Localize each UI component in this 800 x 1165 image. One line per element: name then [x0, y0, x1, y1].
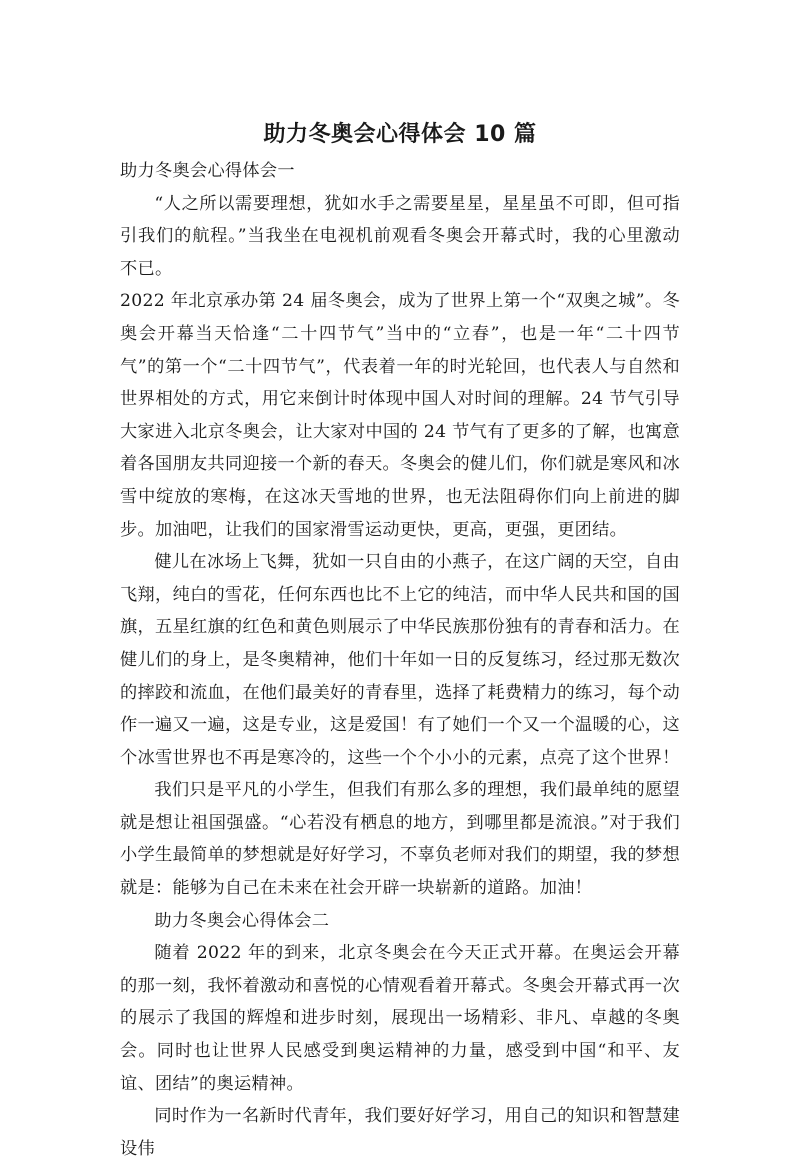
document-body: [120, 155, 680, 1165]
paragraph: 我们只是平凡的小学生，但我们有那么多的理想，我们最单纯的愿望就是想让祖国强盛。“心若没有栖息的地方，到哪里都是流浪。”对于我们小学生最简单的梦想就是好好学习，不辜负老师对我们的期望，我的梦想就是：能够为自己在未来在社会开辟一块崭新的道路。加油！: [120, 780, 680, 899]
section-heading-2: 助力冬奥会心得体会二: [154, 910, 330, 931]
paragraph: 同时作为一名新时代青年，我们要好好学习，用自己的知识和智慧建设伟: [120, 1106, 680, 1159]
paragraph: 2022 年北京承办第 24 届冬奥会，成为了世界上第一个“双奥之城”。冬奥会开幕当天恰逢“二十四节气”当中的“立春”，也是一年“二十四节气”的第一个“二十四节气”，代表着一年的时光轮回，也代表人与自然和世界相处的方式，用它来倒计时体现中国人对时间的理解。24 节气引导大家进入北京冬奥会，让大家对中国的 24 节气有了更多的了解，也寓意着各国朋友共同迎接一个新的春天。冬奥会的健儿们，你们就是寒风和冰雪中绽放的寒梅，在这冰天雪地的世界，也无法阻碍你们向上前进的脚步。加油吧，让我们的国家滑雪运动更快，更高，更强，更团结。: [120, 291, 680, 540]
paragraph: 健儿在冰场上飞舞，犹如一只自由的小燕子，在这广阔的天空，自由飞翔，纯白的雪花，任何东西也比不上它的纯洁，而中华人民共和国的国旗，五星红旗的红色和黄色则展示了中华民族那份独有的青春和活力。在健儿们的身上，是冬奥精神，他们十年如一日的反复练习，经过那无数次的摔跤和流血，在他们最美好的青春里，选择了耗费精力的练习，每个动作一遍又一遍，这是专业，这是爱国！有了她们一个又一个温暖的心，这个冰雪世界也不再是寒冷的，这些一个个小小的元素，点亮了这个世界！: [120, 552, 680, 768]
paragraph: “人之所以需要理想，犹如水手之需要星星，星星虽不可即，但可指引我们的航程。”当我坐在电视机前观看冬奥会开幕式时，我的心里激动不已。: [120, 193, 680, 279]
section-heading-1: 助力冬奥会心得体会一: [120, 161, 295, 181]
paragraph: 随着 2022 年的到来，北京冬奥会在今天正式开幕。在奥运会开幕的那一刻，我怀着激动和喜悦的心情观看着开幕式。冬奥会开幕式再一次的展示了我国的辉煌和进步时刻，展现出一场精彩、非凡、卓越的冬奥会。同时也让世界人民感受到奥运精神的力量，感受到中国“和平、友谊、团结”的奥运精神。: [120, 943, 680, 1094]
document-title: 助力冬奥会心得体会 10 篇: [263, 122, 537, 147]
